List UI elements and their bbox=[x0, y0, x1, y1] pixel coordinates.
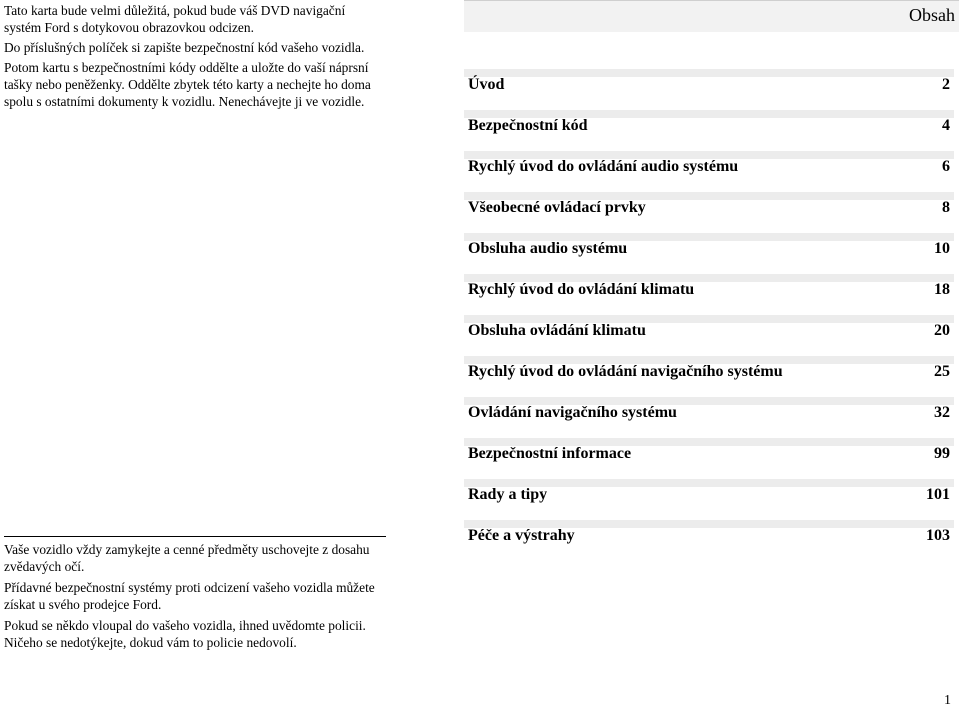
toc-label: Rychlý úvod do ovládání klimatu bbox=[468, 281, 695, 298]
toc-page: 101 bbox=[926, 486, 950, 503]
toc-row[interactable] bbox=[464, 192, 954, 216]
security-tips bbox=[4, 536, 386, 655]
toc-page: 32 bbox=[934, 404, 950, 421]
toc-page: 10 bbox=[934, 240, 950, 257]
tips-paragraph-1: Vaše vozidlo vždy zamykejte a cenné předměty uschovejte z dosahu zvědavých očí. bbox=[4, 542, 370, 574]
toc-page: 2 bbox=[942, 76, 950, 93]
toc-label: Obsluha audio systému bbox=[468, 240, 628, 257]
toc-page: 99 bbox=[934, 445, 950, 462]
toc-row[interactable] bbox=[464, 520, 954, 544]
toc-row[interactable] bbox=[464, 438, 954, 462]
toc-label: Obsluha ovládání klimatu bbox=[468, 322, 646, 339]
toc-row[interactable] bbox=[464, 356, 954, 380]
instructions-paragraph-2: Do příslušných políček si zapište bezpečnostní kód vašeho vozidla. bbox=[4, 40, 365, 55]
tips-paragraph-3: Pokud se někdo vloupal do vašeho vozidla, ihned uvědomte policii. Ničeho se nedotýkejte, dokud vám to policie nedovolí. bbox=[4, 618, 366, 650]
toc-page: 103 bbox=[926, 527, 950, 544]
page-number: 1 bbox=[944, 693, 951, 708]
toc-page: 6 bbox=[942, 158, 950, 175]
toc-row[interactable] bbox=[464, 397, 954, 421]
contents-header bbox=[464, 0, 959, 32]
toc-row[interactable] bbox=[464, 110, 954, 134]
toc-row[interactable] bbox=[464, 479, 954, 503]
page-title: Obsah bbox=[909, 5, 955, 25]
toc-page: 25 bbox=[934, 363, 950, 380]
toc-label: Bezpečnostní informace bbox=[468, 445, 632, 462]
toc-label: Bezpečnostní kód bbox=[468, 117, 588, 134]
toc-page: 20 bbox=[934, 322, 950, 339]
tips-paragraph-2: Přídavné bezpečnostní systémy proti odcizení vašeho vozidla můžete získat u svého prodejce Ford. bbox=[4, 580, 375, 612]
toc-page: 18 bbox=[934, 281, 950, 298]
toc-label: Úvod bbox=[468, 76, 505, 93]
toc-row[interactable] bbox=[464, 274, 954, 298]
toc-label: Péče a výstrahy bbox=[468, 527, 575, 544]
toc-label: Všeobecné ovládací prvky bbox=[468, 199, 646, 216]
security-card-instructions bbox=[4, 2, 374, 113]
toc-row[interactable] bbox=[464, 315, 954, 339]
toc-label: Rychlý úvod do ovládání navigačního systému bbox=[468, 363, 783, 380]
toc-label: Rychlý úvod do ovládání audio systému bbox=[468, 158, 739, 175]
toc-page: 8 bbox=[942, 199, 950, 216]
toc-label: Ovládání navigačního systému bbox=[468, 404, 677, 421]
toc-page: 4 bbox=[942, 117, 950, 134]
toc-label: Rady a tipy bbox=[468, 486, 548, 503]
toc-row[interactable] bbox=[464, 69, 954, 93]
toc-row[interactable] bbox=[464, 233, 954, 257]
instructions-paragraph-1: Tato karta bude velmi důležitá, pokud bude váš DVD navigační systém Ford s dotykovou obrazovkou odcizen. bbox=[4, 3, 346, 35]
toc-row[interactable] bbox=[464, 151, 954, 175]
table-of-contents bbox=[464, 69, 954, 561]
instructions-paragraph-3: Potom kartu s bezpečnostními kódy oddělte a uložte do vaší náprsní tašky nebo peněženky. Oddělte zbytek této karty a nechejte ho doma spolu s ostatními dokumenty k vozidlu. Nenechávejte ji ve vozidle. bbox=[4, 60, 371, 109]
